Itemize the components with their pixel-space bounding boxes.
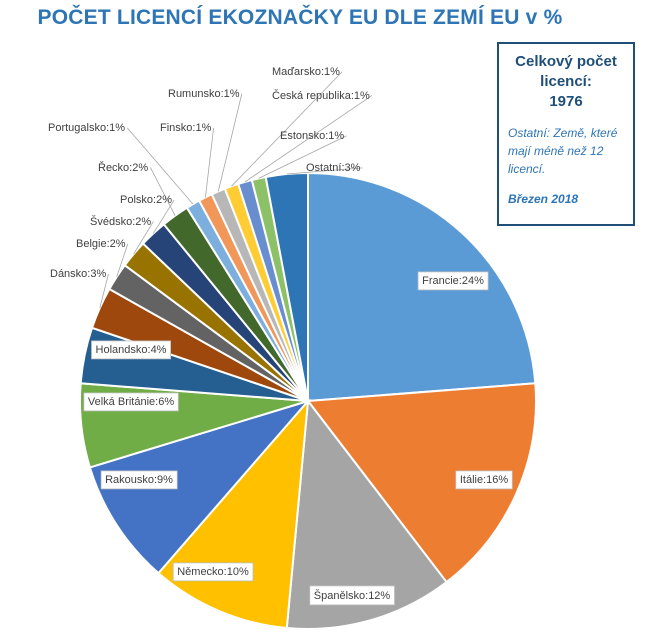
info-box (497, 42, 635, 226)
slice-label: Velká Británie:6% (87, 395, 175, 408)
slice-label: Estonsko:1% (280, 129, 345, 142)
slice-label: Finsko:1% (160, 121, 212, 134)
info-box-heading: Celkový počet licencí: (515, 53, 617, 90)
info-box-date: Březen 2018 (508, 192, 579, 206)
slice-label: Rakousko:9% (105, 473, 173, 486)
info-box-total: 1976 (549, 93, 583, 110)
leader-line (205, 128, 213, 197)
slice-label: Francie:24% (422, 274, 484, 287)
slice-label: Maďarsko:1% (272, 65, 340, 78)
slice-label: Švédsko:2% (90, 215, 152, 228)
slice-label: Holandsko:4% (95, 343, 167, 356)
slice-label: Ostatní:3% (306, 161, 361, 174)
slice-label: Česká republika:1% (272, 89, 370, 102)
slice-label: Polsko:2% (120, 193, 172, 206)
chart-title: POČET LICENCÍ EKOZNAČKY EU DLE ZEMÍ EU v % (37, 6, 563, 29)
slice-label: Řecko:2% (98, 161, 149, 174)
slice-label: Belgie:2% (76, 237, 126, 250)
leader-line (218, 94, 242, 191)
slice-label: Portugalsko:1% (48, 121, 126, 134)
slice-label: Německo:10% (177, 565, 249, 578)
slice-label: Itálie:16% (459, 473, 509, 486)
leader-line (150, 167, 175, 215)
slice-label: Španělsko:12% (313, 589, 391, 602)
slice-label: Rumunsko:1% (168, 87, 240, 100)
info-box-note: Ostatní: Země, které mají méně než 12 licencí. (508, 126, 618, 176)
slice-label: Dánsko:3% (50, 267, 107, 280)
